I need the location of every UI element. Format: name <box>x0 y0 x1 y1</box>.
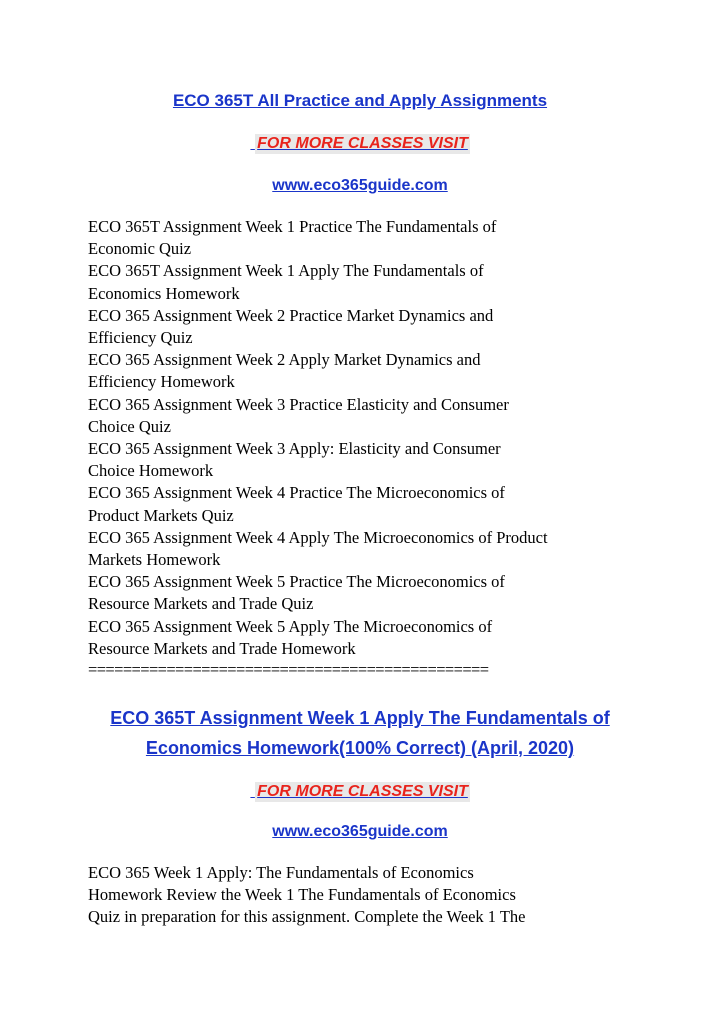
paragraph-line: ECO 365 Week 1 Apply: The Fundamentals of Economics <box>88 863 474 882</box>
list-line: Economics Homework <box>88 283 240 303</box>
list-line: ECO 365 Assignment Week 3 Apply: Elasticity and Consumer <box>88 439 501 459</box>
section2-paragraph <box>88 862 648 929</box>
list-line: ECO 365 Assignment Week 5 Practice The Microeconomics of <box>88 572 505 592</box>
section1-url-link[interactable]: www.eco365guide.com <box>272 177 448 194</box>
paragraph-line: Quiz in preparation for this assignment. Complete the Week 1 The <box>88 907 526 927</box>
section1-visit-text: FOR MORE CLASSES VISIT <box>257 135 468 152</box>
list-line: ECO 365T Assignment Week 1 Practice The Fundamentals of <box>88 217 497 236</box>
section1-assignment-list <box>88 216 648 660</box>
list-line: ECO 365 Assignment Week 5 Apply The Microeconomics of <box>88 616 493 636</box>
list-line: Economic Quiz <box>88 239 192 259</box>
list-line: Markets Homework <box>88 550 221 570</box>
paragraph-line: Homework Review the Week 1 The Fundamentals of Economics <box>88 885 516 905</box>
section1-visit-banner <box>0 134 720 154</box>
section2-title[interactable] <box>0 703 720 763</box>
list-line: ECO 365 Assignment Week 2 Apply Market Dynamics and <box>88 350 481 370</box>
section1-title[interactable]: ECO 365T All Practice and Apply Assignments <box>172 91 548 110</box>
list-line: ECO 365T Assignment Week 1 Apply The Fundamentals of <box>88 261 484 281</box>
list-line: Resource Markets and Trade Homework <box>88 638 356 658</box>
separator-line: ============================================== <box>88 660 489 679</box>
list-line: Choice Quiz <box>88 416 171 436</box>
list-line: Resource Markets and Trade Quiz <box>88 594 314 614</box>
section2-visit-text: FOR MORE CLASSES VISIT <box>257 783 468 800</box>
section2-visit-banner <box>0 782 720 802</box>
list-line: Product Markets Quiz <box>88 505 234 525</box>
section2-url-link[interactable]: www.eco365guide.com <box>272 823 448 840</box>
list-line: ECO 365 Assignment Week 4 Apply The Microeconomics of Product <box>88 527 548 547</box>
list-line: Choice Homework <box>88 461 214 481</box>
list-line: ECO 365 Assignment Week 3 Practice Elasticity and Consumer <box>88 394 509 414</box>
section2-title-line1: ECO 365T Assignment Week 1 Apply The Fundamentals of <box>110 708 610 728</box>
list-line: Efficiency Homework <box>88 372 235 392</box>
list-line: Efficiency Quiz <box>88 328 193 348</box>
section2-title-line2: Economics Homework(100% Correct) (April, 2020) <box>145 738 575 758</box>
list-line: ECO 365 Assignment Week 4 Practice The Microeconomics of <box>88 483 505 503</box>
list-line: ECO 365 Assignment Week 2 Practice Market Dynamics and <box>88 305 494 325</box>
